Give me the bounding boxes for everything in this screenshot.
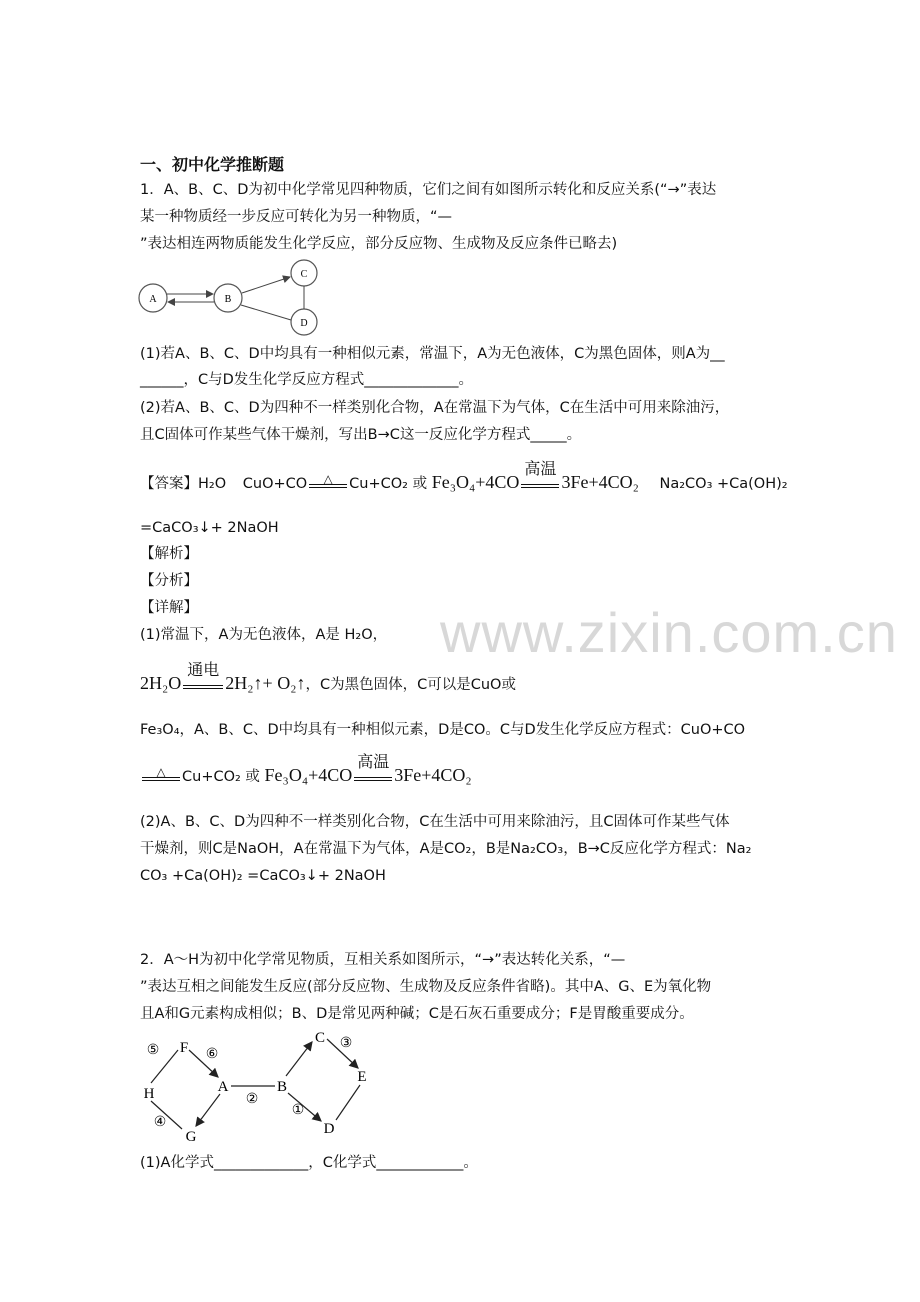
q2-mark-6: ⑥ [205, 1047, 219, 1062]
answer-eq1-left: CuO+CO [242, 476, 308, 492]
electrolysis-condition: 通电 [187, 660, 220, 679]
q2-mark-5: ⑤ [146, 1043, 160, 1058]
q1-answer [140, 459, 788, 494]
q2-part1: (1)A化学式_____________，C化学式____________。 [140, 1155, 478, 1171]
electrolysis-right: 2H₂↑+ O₂↑ [225, 673, 306, 693]
heat-condition: △ [323, 472, 333, 486]
detail-line-6: 干燥剂，则C是NaOH，A在常温下为气体，A是CO₂，B是Na₂CO₃，B→C反应化学方程式：Na₂ [140, 841, 752, 857]
q2-node-d: D [323, 1121, 335, 1137]
q2-node-f: F [179, 1040, 189, 1056]
q1-diagram [136, 258, 326, 338]
detail-line-7: CO₃ +Ca(OH)₂ =CaCO₃↓+ 2NaOH [140, 868, 386, 884]
q2-line-1: 2．A～H为初中化学常见物质，互相关系如图所示，“→”表达转化关系，“— [140, 952, 626, 968]
q1-node-c-label: C [300, 269, 308, 280]
q2-node-h: H [143, 1086, 155, 1102]
answer-high-temp-eq [521, 459, 559, 488]
detail-high-temp-eq [354, 752, 392, 781]
q2-node-e: E [357, 1069, 367, 1085]
electrolysis-eq [183, 660, 223, 689]
detail-line-1: (1)常温下，A为无色液体，A是 H₂O， [140, 627, 388, 643]
detail-line-2-tail: ，C为黑色固体，C可以是CuO或 [305, 677, 516, 693]
answer-eq3-cont: =CaCO₃↓+ 2NaOH [140, 520, 279, 536]
watermark: www.zixin.com.cn [440, 601, 898, 664]
q1-part1-line2: ______，C与D发生化学反应方程式_____________。 [140, 372, 474, 388]
q1-node-b-label: B [224, 294, 232, 305]
detail-heat-eq [142, 765, 180, 781]
answer-eq1-right: Cu+CO₂ 或 [349, 476, 428, 492]
jiexi-label: 【解析】 [140, 546, 198, 562]
q2-mark-4: ④ [153, 1115, 167, 1130]
section-title: 一、初中化学推断题 [140, 155, 285, 174]
q2-line-2: ”表达互相之间能发生反应(部分反应物、生成物及反应条件省略)。其中A、G、E为氧化物 [140, 979, 712, 995]
q2-node-a: A [217, 1079, 229, 1095]
q1-node-d-label: D [300, 318, 308, 329]
q2-diagram [136, 1028, 386, 1146]
q1-part1-line1: (1)若A、B、C、D中均具有一种相似元素，常温下，A为无色液体，C为黑色固体，则A为__ [140, 346, 725, 362]
q2-mark-1: ① [291, 1103, 305, 1118]
q1-line-3: ”表达相连两物质能发生化学反应，部分反应物、生成物及反应条件已略去) [140, 236, 618, 252]
detail-line-2 [140, 660, 516, 695]
q2-mark-3: ③ [339, 1036, 353, 1051]
fenxi-label: 【分析】 [140, 573, 198, 589]
answer-eq3: Na₂CO₃ +Ca(OH)₂ [659, 476, 788, 492]
detail-heat-condition: △ [156, 765, 166, 779]
electrolysis-left: 2H₂O [140, 673, 182, 693]
detail-eq-mid: Cu+CO₂ 或 [182, 769, 260, 785]
answer-eq2-right: 3Fe+4CO₂ [561, 472, 639, 492]
answer-eq2-left: Fe₃O₄+4CO [431, 472, 520, 492]
q2-mark-2: ② [245, 1092, 259, 1107]
detail-line-5: (2)A、B、C、D为四种不一样类别化合物，C在生活中可用来除油污，且C固体可作某些气体 [140, 814, 730, 830]
xiangjie-label: 【详解】 [140, 600, 198, 616]
answer-heat-eq [309, 472, 347, 488]
q1-part2-line1: (2)若A、B、C、D为四种不一样类别化合物，A在常温下为气体，C在生活中可用来除油污， [140, 400, 730, 416]
detail-eq-right: 3Fe+4CO₂ [394, 765, 472, 785]
detail-line-3: Fe₃O₄，A、B、C、D中均具有一种相似元素，D是CO。C与D发生化学反应方程式：CuO+CO [140, 722, 746, 738]
q1-line-2: 某一种物质经一步反应可转化为另一种物质，“— [140, 209, 453, 225]
detail-high-temp-condition: 高温 [357, 752, 390, 771]
q2-node-g: G [185, 1129, 197, 1145]
high-temp-condition: 高温 [524, 459, 557, 478]
detail-eq-left: Fe₃O₄+4CO [264, 765, 353, 785]
q1-part2-line2: 且C固体可作某些气体干燥剂，写出B→C这一反应化学方程式_____。 [140, 427, 582, 443]
answer-label: 【答案】H₂O [140, 476, 227, 492]
q2-line-3: 且A和G元素构成相似；B、D是常见两种碱；C是石灰石重要成分；F是胃酸重要成分。 [140, 1006, 694, 1022]
q2-node-c: C [314, 1030, 326, 1046]
q2-node-b: B [276, 1079, 288, 1095]
detail-line-4 [140, 752, 472, 787]
q1-node-a-label: A [149, 294, 157, 305]
q1-line-1: 1．A、B、C、D为初中化学常见四种物质，它们之间有如图所示转化和反应关系(“→”表达 [140, 182, 717, 198]
